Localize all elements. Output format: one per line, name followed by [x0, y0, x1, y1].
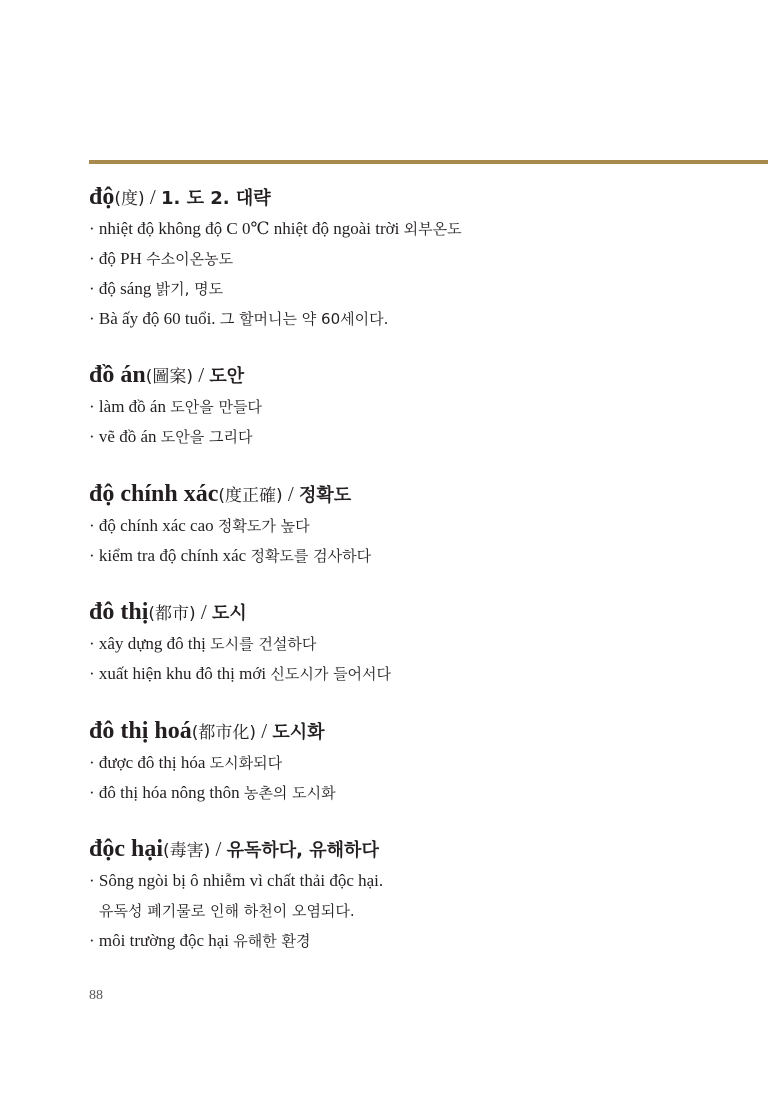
example-vietnamese: xây dựng đô thị [98, 634, 211, 653]
entry-headword [89, 182, 749, 214]
example-line [89, 392, 749, 422]
headword-hanja: (毒害) [163, 841, 211, 861]
entry-headword [89, 716, 749, 748]
example-korean: 그 할머니는 약 60세이다. [219, 310, 389, 328]
headword-korean-gloss: 유독하다, 유해하다 [226, 840, 379, 861]
headword-vietnamese: độ [89, 184, 115, 210]
headword-vietnamese: đồ án [89, 362, 146, 388]
example-korean: 정확도를 검사하다 [250, 547, 372, 565]
entry-headword [89, 479, 749, 511]
example-korean: 유해한 환경 [233, 932, 311, 950]
entry-headword [89, 834, 749, 866]
example-bullet: · [89, 783, 99, 802]
example-bullet: · [89, 634, 99, 653]
example-korean: 신도시가 들어서다 [270, 665, 392, 683]
headword-vietnamese: đô thị [89, 599, 149, 625]
dictionary-entry [89, 182, 749, 334]
example-vietnamese: làm đồ án [98, 397, 171, 416]
example-bullet: · [89, 309, 99, 328]
dictionary-entry [89, 360, 749, 452]
example-translation-line [89, 896, 749, 926]
entry-headword [89, 360, 749, 392]
headword-separator: / [282, 482, 299, 506]
example-korean: 유독성 폐기물로 인해 하천이 오염되다. [99, 902, 355, 920]
example-korean: 도시를 건설하다 [210, 635, 317, 653]
headword-korean-gloss: 도안 [209, 366, 245, 387]
example-bullet: · [89, 664, 99, 683]
example-vietnamese: Sông ngòi bị ô nhiễm vì chất thải độc hại. [98, 871, 384, 890]
example-korean: 도안을 만들다 [170, 398, 262, 416]
headword-separator: / [255, 719, 273, 743]
example-korean: 도시화되다 [209, 754, 283, 772]
headword-hanja: (度) [114, 189, 145, 209]
headword-separator: / [192, 363, 210, 387]
example-line [89, 274, 749, 304]
example-bullet: · [89, 279, 99, 298]
example-vietnamese: môi trường độc hại [98, 931, 234, 950]
example-bullet: · [89, 753, 99, 772]
example-bullet: · [89, 219, 99, 238]
example-korean: 수소이온농도 [146, 250, 234, 268]
example-korean: 농촌의 도시화 [243, 784, 336, 802]
headword-korean-gloss: 1. 도 2. 대략 [160, 188, 271, 209]
headword-separator: / [210, 837, 227, 861]
example-vietnamese: độ PH [98, 249, 147, 268]
example-bullet: · [89, 397, 99, 416]
example-bullet: · [89, 546, 99, 565]
dictionary-entry [89, 597, 749, 689]
headword-hanja: (度正確) [218, 486, 283, 506]
example-vietnamese: Bà ấy độ 60 tuổi. [98, 309, 220, 328]
example-line [89, 541, 749, 571]
headword-korean-gloss: 정확도 [298, 485, 352, 506]
dictionary-entry [89, 716, 749, 808]
headword-korean-gloss: 도시화 [272, 722, 325, 743]
example-vietnamese: được đô thị hóa [98, 753, 210, 772]
headword-hanja: (圖案) [145, 367, 193, 387]
example-bullet: · [89, 516, 99, 535]
entry-headword [89, 597, 749, 629]
example-line [89, 926, 749, 956]
headword-separator: / [195, 600, 212, 624]
example-bullet: · [89, 931, 99, 950]
headword-separator: / [144, 185, 161, 209]
example-line [89, 659, 749, 689]
example-line [89, 214, 749, 244]
example-korean: 정확도가 높다 [217, 517, 310, 535]
example-line [89, 422, 749, 452]
example-line [89, 304, 749, 334]
headword-hanja: (都市化) [191, 723, 256, 743]
example-vietnamese: độ sáng [98, 279, 156, 298]
example-bullet: · [89, 427, 99, 446]
example-line [89, 778, 749, 808]
example-line [89, 866, 749, 896]
example-line [89, 511, 749, 541]
example-vietnamese: nhiệt độ không độ C 0℃ nhiệt độ ngoài trời [98, 219, 404, 238]
headword-vietnamese: độc hại [89, 836, 164, 862]
headword-vietnamese: độ chính xác [89, 481, 219, 507]
example-vietnamese: đô thị hóa nông thôn [98, 783, 244, 802]
dictionary-entry [89, 479, 749, 571]
example-korean: 밝기, 명도 [155, 280, 224, 298]
headword-vietnamese: đô thị hoá [89, 718, 192, 744]
example-vietnamese: xuất hiện khu đô thị mới [98, 664, 271, 683]
example-line [89, 244, 749, 274]
example-bullet: · [89, 871, 99, 890]
example-line [89, 748, 749, 778]
example-vietnamese: độ chính xác cao [98, 516, 218, 535]
example-vietnamese: vẽ đồ án [98, 427, 161, 446]
example-vietnamese: kiểm tra độ chính xác [98, 546, 251, 565]
headword-hanja: (都市) [148, 604, 196, 624]
example-line [89, 629, 749, 659]
example-korean: 도안을 그리다 [160, 428, 253, 446]
headword-korean-gloss: 도시 [211, 603, 247, 624]
example-bullet: · [89, 249, 99, 268]
example-korean: 외부온도 [403, 220, 462, 238]
page-number: 88 [89, 988, 103, 1003]
dictionary-entry [89, 834, 749, 956]
header-rule [89, 160, 768, 164]
